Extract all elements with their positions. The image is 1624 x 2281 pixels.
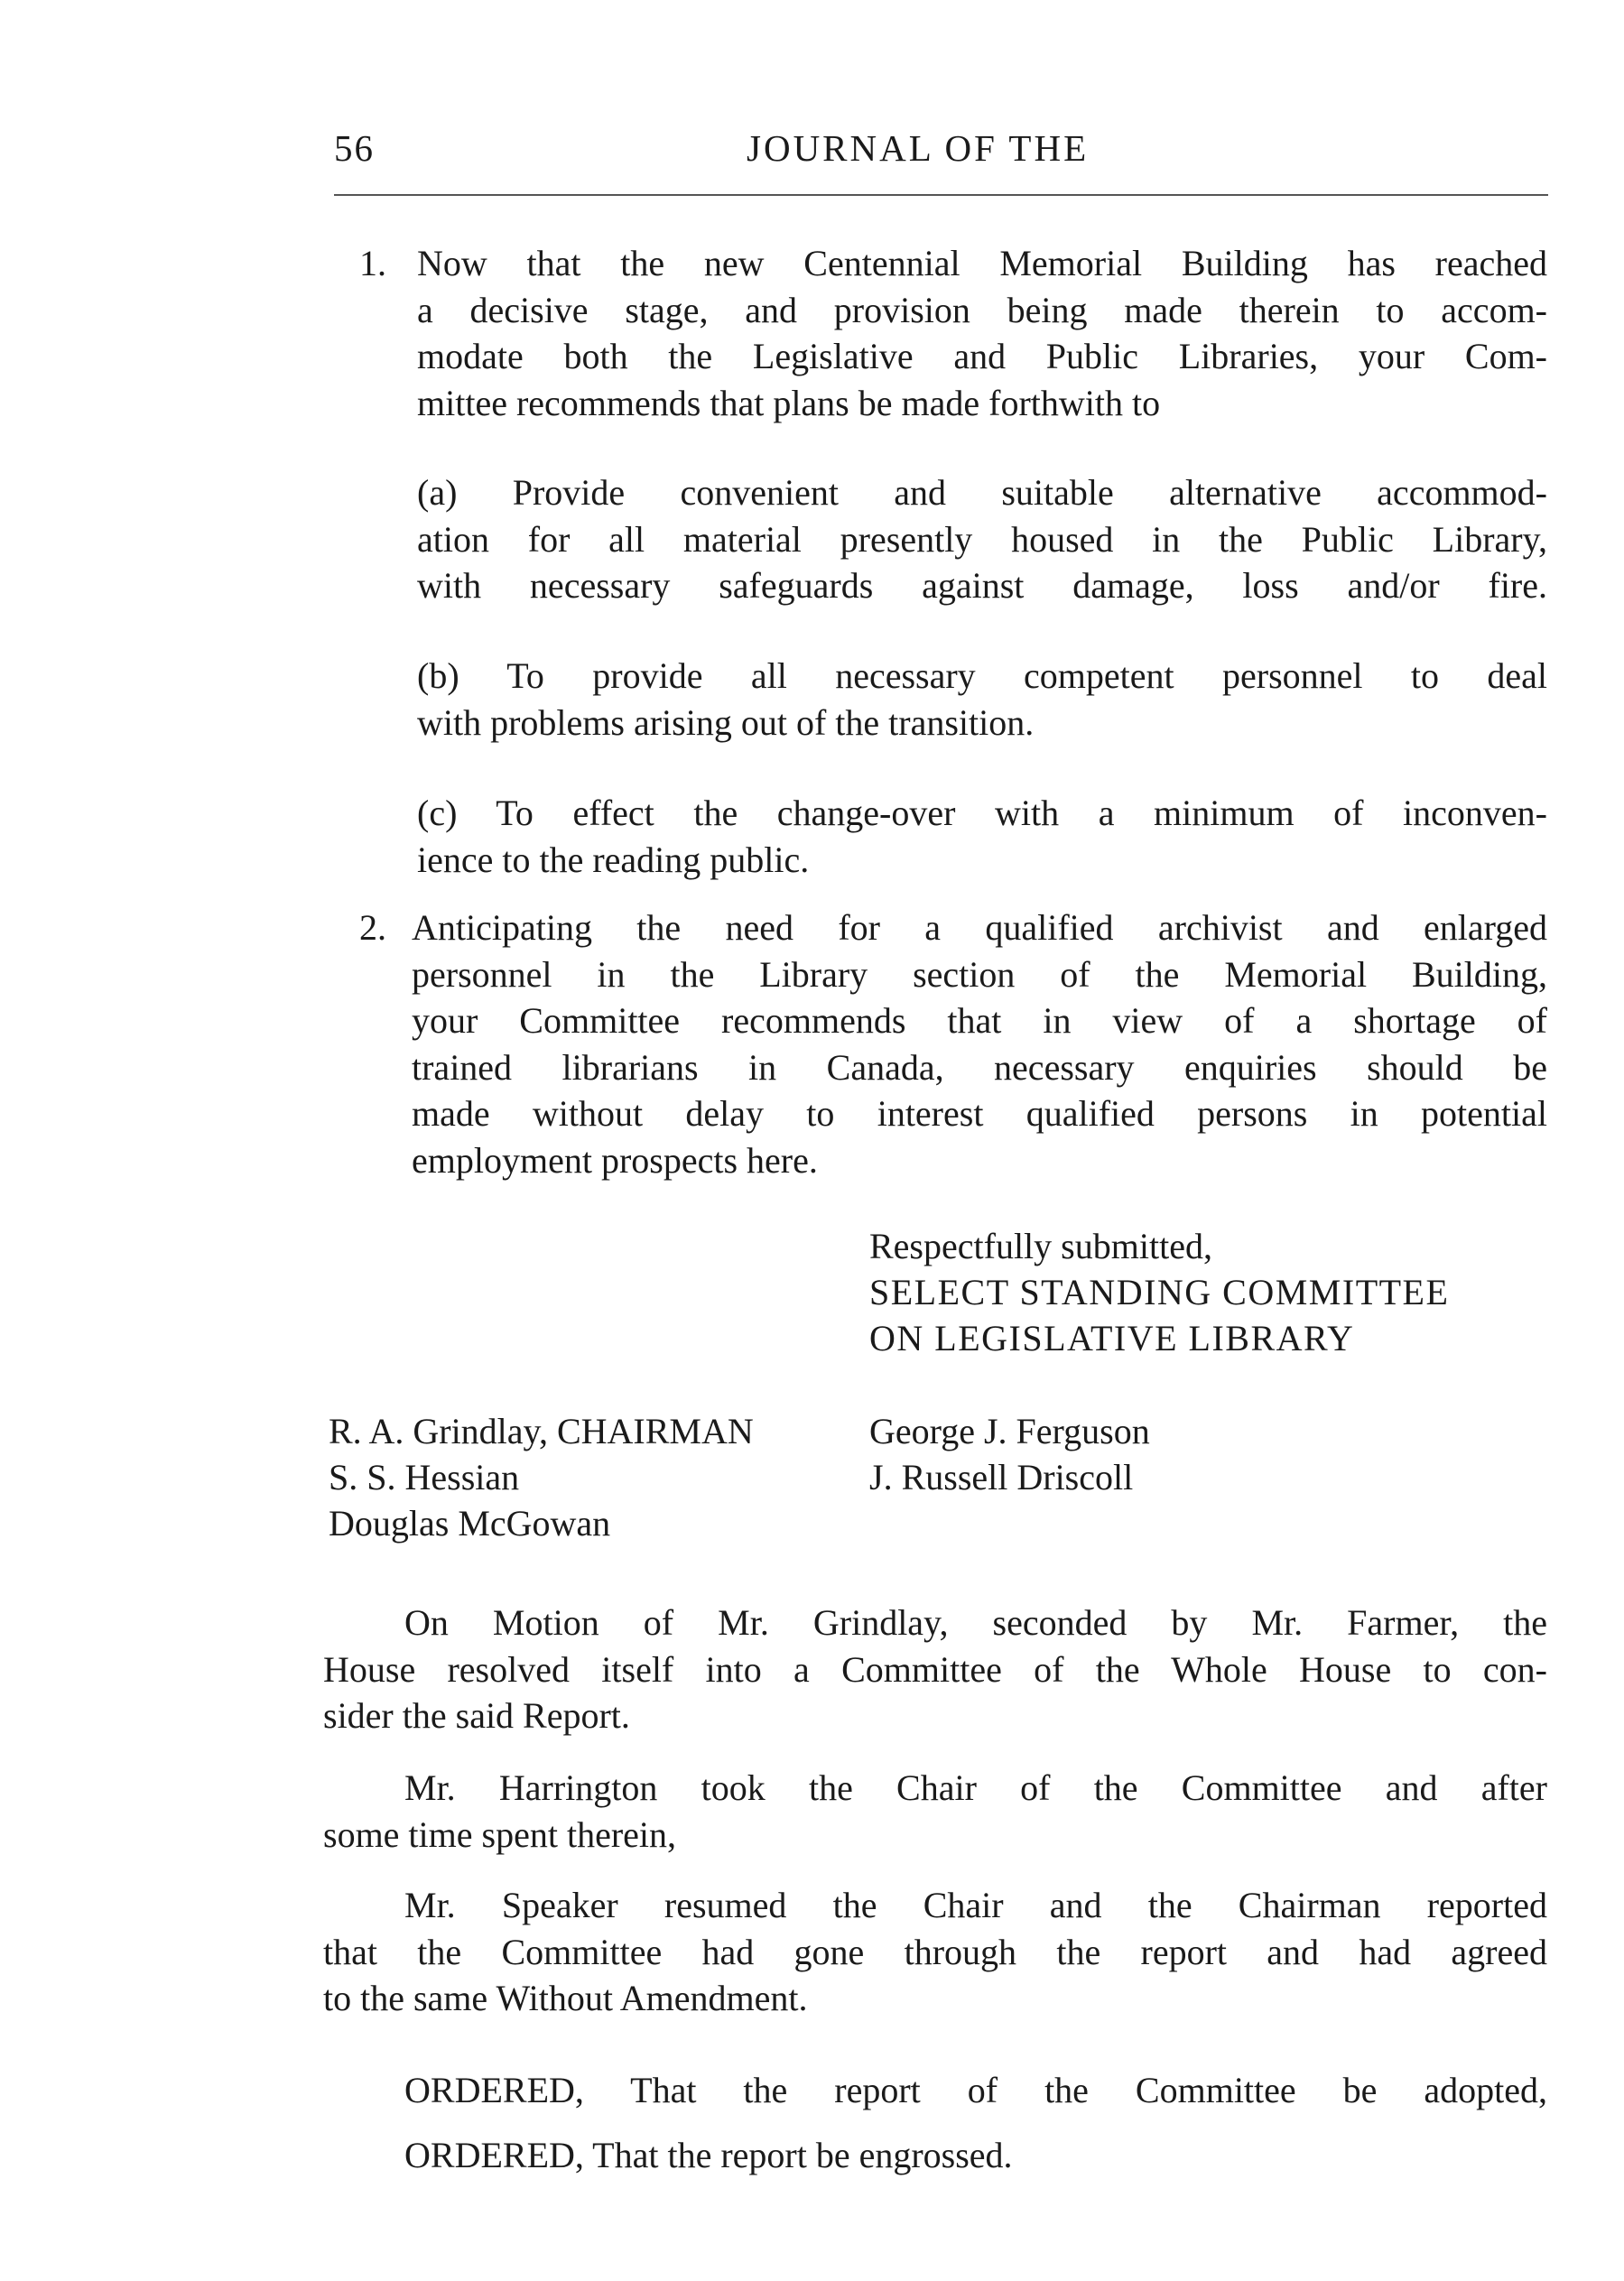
motion-paragraph bbox=[323, 1599, 1547, 1739]
speaker-line: Mr. Speaker resumed the Chair and the Chairman reported bbox=[404, 1885, 1547, 1925]
signatories-left bbox=[329, 1408, 754, 1546]
subitem-b-line: with problems arising out of the transition. bbox=[417, 701, 1035, 743]
chair-line: Mr. Harrington took the Chair of the Committee and after bbox=[404, 1767, 1547, 1808]
running-title: JOURNAL OF THE bbox=[747, 127, 1090, 169]
item-2-line: employment prospects here. bbox=[412, 1139, 818, 1181]
speaker-line: to the same Without Amendment. bbox=[323, 1978, 808, 2018]
item-1-number: 1. bbox=[359, 243, 386, 283]
page-number: 56 bbox=[334, 127, 375, 169]
motion-line: House resolved itself into a Committee of the Whole House to con- bbox=[323, 1648, 1547, 1690]
subitem-a-paragraph bbox=[417, 469, 1547, 609]
item-1-paragraph bbox=[417, 240, 1547, 426]
chair-line: some time spent therein, bbox=[323, 1813, 677, 1855]
closing-block bbox=[869, 1223, 1449, 1361]
signatories-right bbox=[869, 1408, 1150, 1500]
item-2-line: your Committee recommends that in view of a shortage of bbox=[412, 1000, 1547, 1041]
signatory-name: R. A. Grindlay, CHAIRMAN bbox=[329, 1411, 754, 1451]
item-2-line: personnel in the Library section of the Memorial Building, bbox=[412, 953, 1547, 995]
committee-name-line-1: SELECT STANDING COMMITTEE bbox=[869, 1272, 1450, 1312]
ordered-engrossed bbox=[404, 2132, 1547, 2179]
subitem-a-line: ation for all material presently housed in the Public Library, bbox=[417, 518, 1547, 560]
chair-paragraph bbox=[323, 1765, 1547, 1858]
header-rule bbox=[334, 194, 1548, 196]
motion-line: On Motion of Mr. Grindlay, seconded by Mr. Farmer, the bbox=[404, 1602, 1547, 1643]
signatory-name: J. Russell Driscoll bbox=[869, 1457, 1134, 1497]
page-header bbox=[334, 126, 1548, 181]
speaker-paragraph bbox=[323, 1882, 1547, 2022]
signatory-name: George J. Ferguson bbox=[869, 1411, 1150, 1451]
subitem-b-line: (b) To provide all necessary competent personnel to deal bbox=[417, 655, 1547, 696]
item-2-line: made without delay to interest qualified persons in potential bbox=[412, 1093, 1547, 1134]
item-1-line: a decisive stage, and provision being made therein to accom- bbox=[417, 289, 1547, 330]
subitem-c-paragraph bbox=[417, 790, 1547, 883]
subitem-c-line: iencе to the reading public. bbox=[417, 839, 810, 880]
signatory-name: S. S. Hessian bbox=[329, 1457, 520, 1497]
speaker-line: that the Committee had gone through the report and had agreed bbox=[323, 1931, 1547, 1972]
subitem-c-line: (c) To effect the change-over with a minimum of inconven- bbox=[417, 793, 1547, 833]
item-1-line: Now that the new Centennial Memorial Building has reached bbox=[417, 243, 1547, 283]
item-2-number: 2. bbox=[359, 907, 386, 948]
subitem-b-paragraph bbox=[417, 653, 1547, 746]
ordered-engrossed-text: ORDERED, That the report be engrossed. bbox=[404, 2135, 1013, 2175]
committee-name-line-2: ON LEGISLATIVE LIBRARY bbox=[869, 1318, 1355, 1358]
motion-line: sider the said Report. bbox=[323, 1695, 630, 1736]
ordered-adopted bbox=[404, 2067, 1547, 2114]
item-2-line: trained librarians in Canada, necessary enquiries should be bbox=[412, 1046, 1547, 1088]
item-2-paragraph bbox=[412, 904, 1547, 1183]
item-1-line: mittee recommends that plans be made forthwith to bbox=[417, 382, 1161, 423]
item-2-line: Anticipating the need for a qualified archivist and enlarged bbox=[412, 907, 1547, 948]
subitem-a-line: (a) Provide convenient and suitable alternative accommod- bbox=[417, 472, 1547, 513]
signatory-name: Douglas McGowan bbox=[329, 1503, 611, 1544]
item-1-line: modate both the Legislative and Public Libraries, your Com- bbox=[417, 336, 1547, 376]
subitem-a-line: with necessary safeguards against damage, loss and/or fire. bbox=[417, 565, 1547, 606]
ordered-adopted-text: ORDERED, That the report of the Committee be adopted, bbox=[404, 2070, 1547, 2110]
respectfully-submitted: Respectfully submitted, bbox=[869, 1226, 1212, 1266]
